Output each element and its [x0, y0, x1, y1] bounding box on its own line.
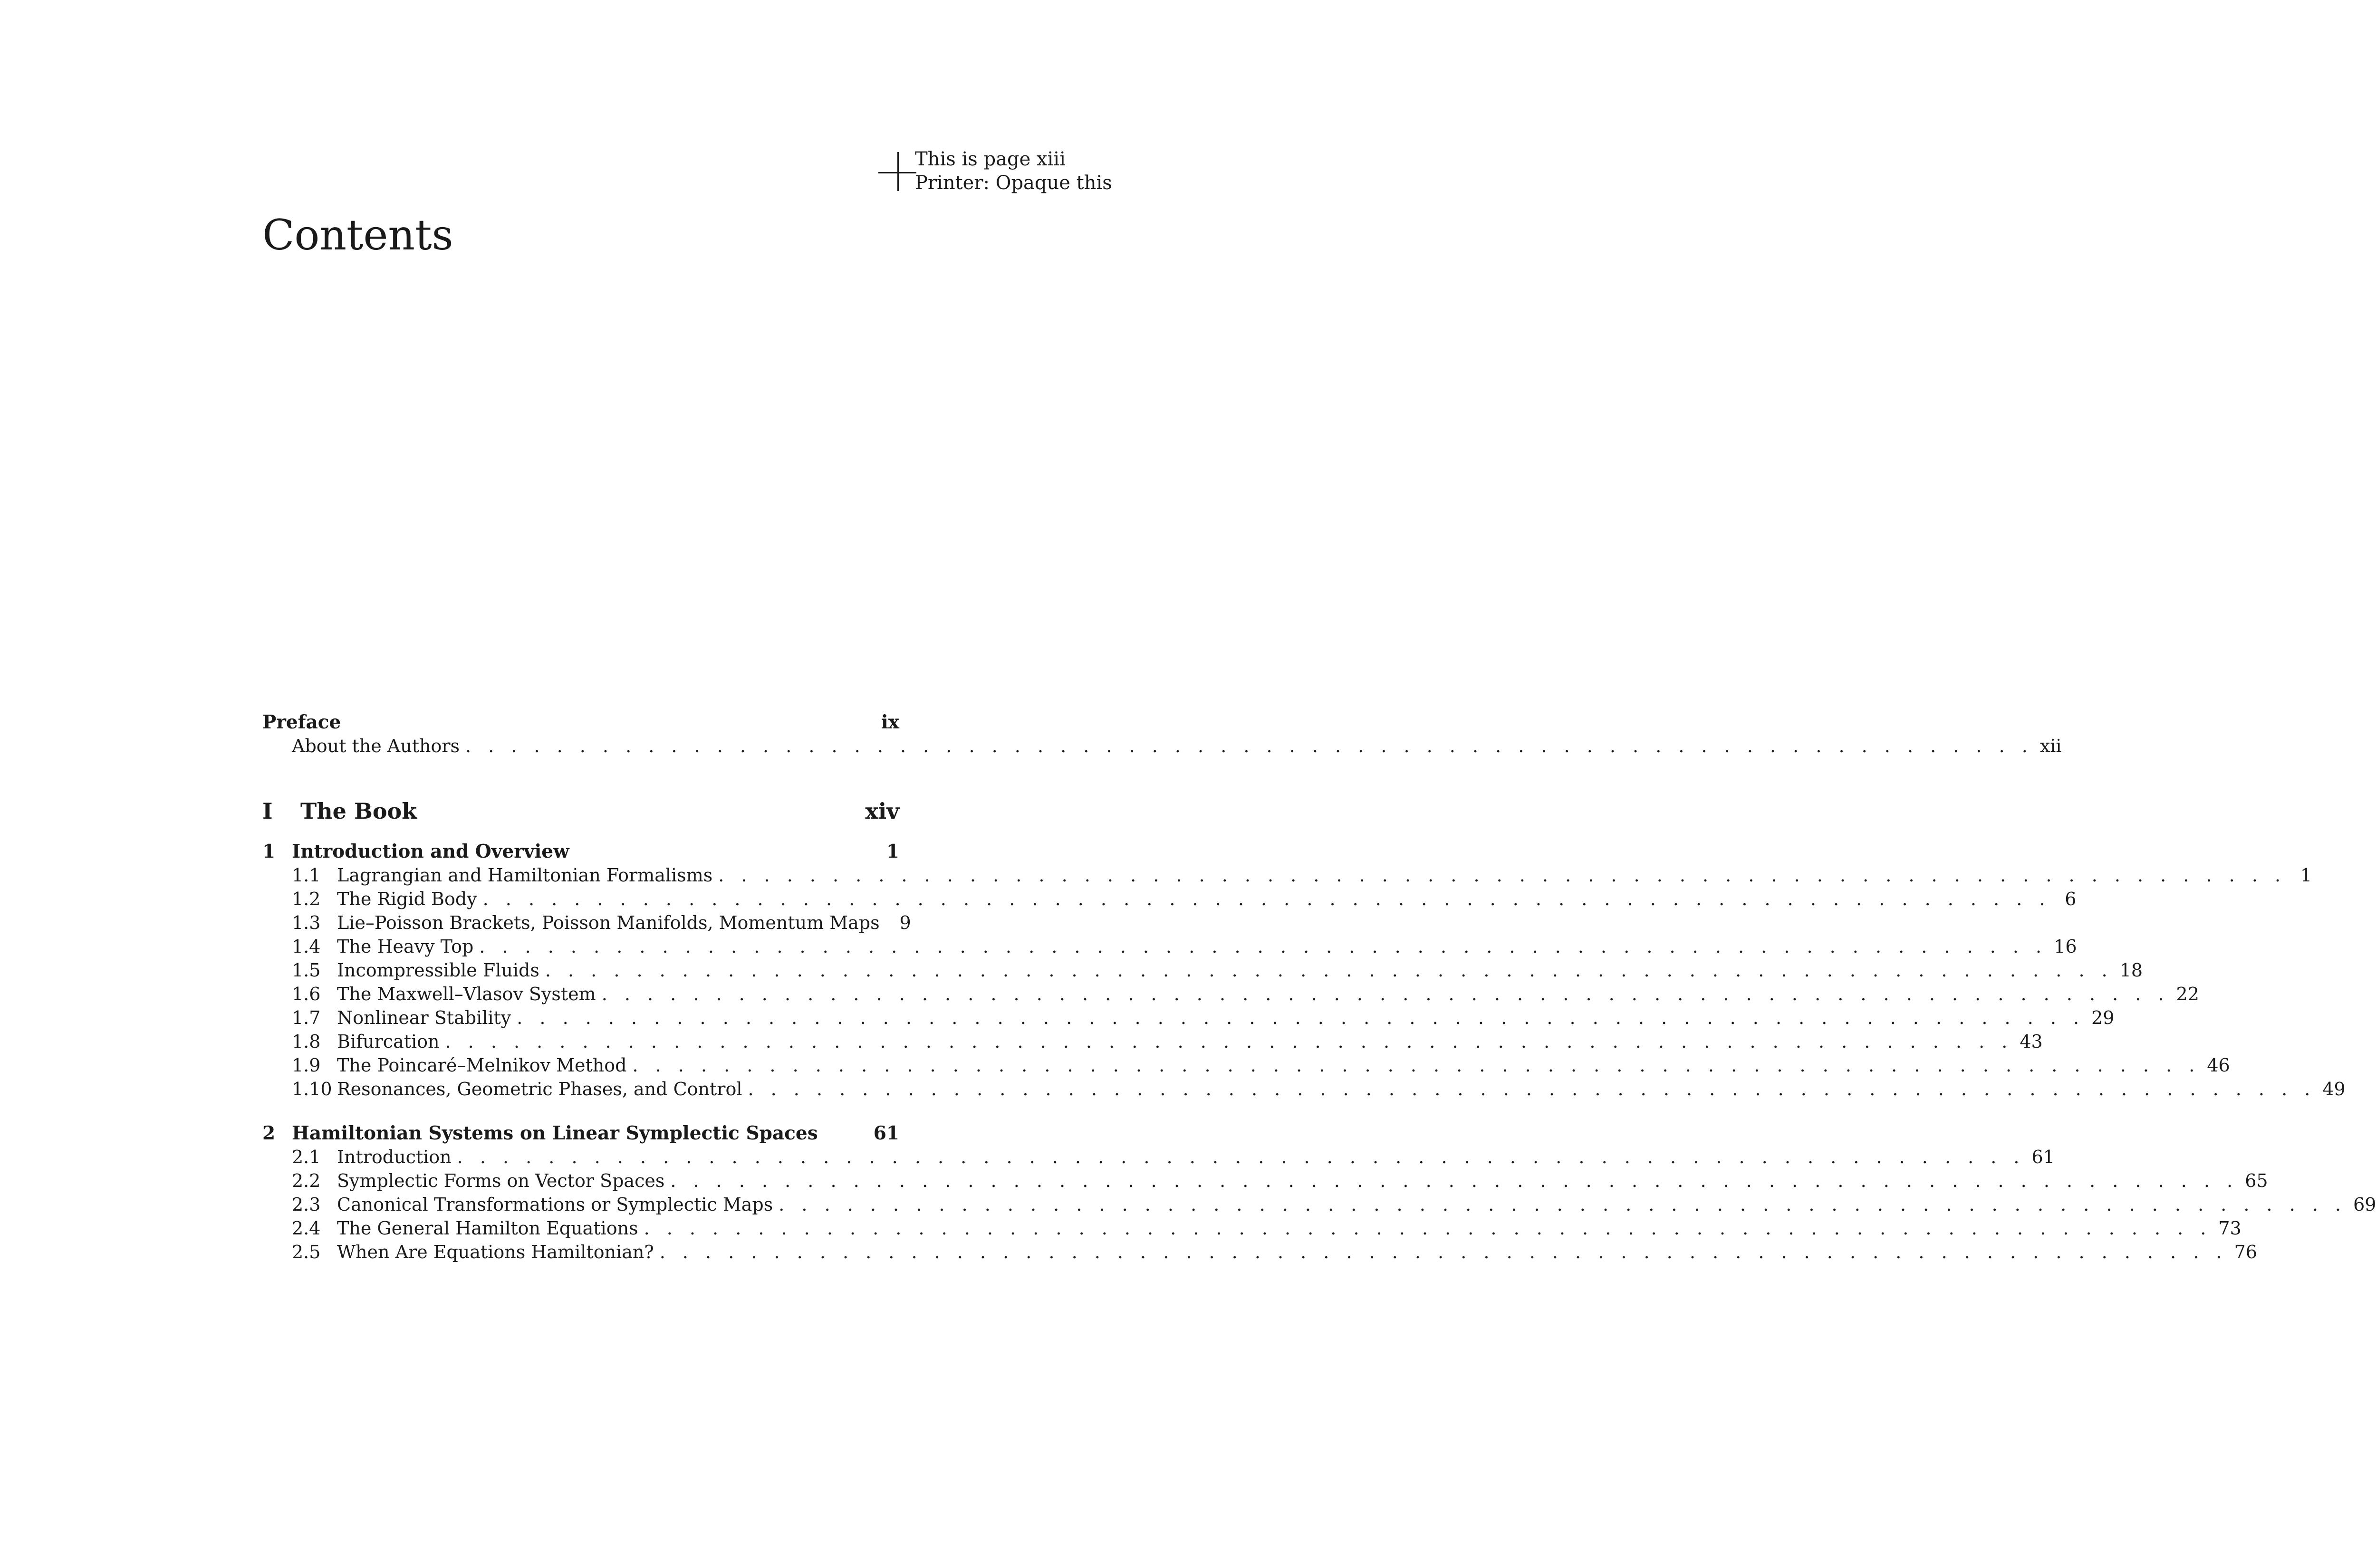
toc-leader-dots: . . . . . . . . . . . . . . . . . . . . . . . . . . . . . . . . . . . . . . . . . . . . . . . . . . . . . . . . . . . . . . . . . . . . . — [457, 1147, 2025, 1167]
toc-section-1-6[interactable] — [262, 982, 2199, 1006]
toc-section-number: 1.3 — [292, 912, 321, 933]
toc-chapter-number: 2 — [262, 1122, 276, 1144]
toc-leader-dots: . . . . . . . . . . . . . . . . . . . . . . . . . . . . . . . . . . . . . . . . . . . . . . . . . . . . . . . . . . . . . . . . . . . . . — [479, 936, 2048, 957]
toc-section-page: 43 — [2020, 1031, 2043, 1052]
toc-part[interactable] — [262, 797, 899, 825]
page-number-line: This is page xiii — [915, 148, 1066, 170]
toc-section-page: 1 — [2300, 865, 2312, 886]
toc-entry-page: xii — [2039, 736, 2062, 756]
toc-section-number: 1.2 — [292, 889, 321, 909]
toc-chapter-title: Introduction and Overview — [292, 841, 569, 862]
toc-section-1-9[interactable] — [262, 1053, 2230, 1077]
toc-section-page: 76 — [2234, 1242, 2257, 1262]
toc-leader-dots: . . . . . . . . . . . . . . . . . . . . . . . . . . . . . . . . . . . . . . . . . . . . . . . . . . . . . . . . . . . . . . . . . . . . . — [445, 1031, 2013, 1052]
toc-section-1-3[interactable] — [262, 911, 911, 935]
toc-chapter-number: 1 — [262, 841, 276, 862]
toc-section-1-8[interactable] — [262, 1030, 2043, 1053]
toc-section-title: The General Hamilton Equations — [337, 1218, 638, 1239]
toc-leader-dots: . . . . . . . . . . . . . . . . . . . . . . . . . . . . . . . . . . . . . . . . . . . . . . . . . . . . . . . . . . . . . . . . . . . . . — [644, 1218, 2212, 1239]
toc-section-title: Lie–Poisson Brackets, Poisson Manifolds, Momentum Maps — [337, 912, 880, 933]
toc-section-title: Resonances, Geometric Phases, and Control — [337, 1079, 742, 1100]
toc-leader-dots: . . . . . . . . . . . . . . . . . . . . . . . . . . . . . . . . . . . . . . . . . . . . . . . . . . . . . . . . . . . . . . . . . . . . . — [465, 736, 2033, 756]
toc-section-number: 2.3 — [292, 1194, 321, 1215]
toc-section-title: The Maxwell–Vlasov System — [337, 984, 596, 1004]
toc-section-title: Canonical Transformations or Symplectic Maps — [337, 1194, 773, 1215]
page-title: Contents — [262, 210, 453, 259]
toc-section-number: 1.7 — [292, 1007, 321, 1028]
toc-section-title: Introduction — [337, 1147, 452, 1167]
toc-section-2-1[interactable] — [262, 1145, 2055, 1169]
toc-section-page: 49 — [2322, 1079, 2346, 1100]
toc-section-number: 2.1 — [292, 1147, 321, 1167]
toc-section-page: 69 — [2353, 1194, 2376, 1215]
toc-section-1-5[interactable] — [262, 958, 2143, 982]
toc-section-title: The Heavy Top — [337, 936, 474, 957]
toc-section-number: 1.5 — [292, 960, 321, 981]
toc-section-number: 1.4 — [292, 936, 321, 957]
toc-leader-dots: . . . . . . . . . . . . . . . . . . . . . . . . . . . . . . . . . . . . . . . . . . . . . . . . . . . . . . . . . . . . . . . . . . . . . — [632, 1055, 2201, 1076]
toc-part-page: xiv — [865, 798, 899, 824]
toc-section-2-3[interactable] — [262, 1193, 2376, 1216]
toc-leader-dots: . . . . . . . . . . . . . . . . . . . . . . . . . . . . . . . . . . . . . . . . . . . . . . . . . . . . . . . . . . . . . . . . . . . . . — [718, 865, 2287, 886]
toc-section-page: 22 — [2176, 984, 2199, 1004]
toc-section-1-1[interactable] — [262, 863, 2312, 887]
toc-section-page: 46 — [2207, 1055, 2230, 1076]
toc-chapter-2[interactable] — [262, 1121, 899, 1145]
toc-chapter-page: 1 — [886, 841, 899, 862]
toc-section-number: 1.1 — [292, 865, 321, 886]
toc-leader-dots: . . . . . . . . . . . . . . . . . . . . . . . . . . . . . . . . . . . . . . . . . . . . . . . . . . . . . . . . . . . . . . . . . . . . . — [482, 889, 2051, 909]
toc-section-page: 61 — [2031, 1147, 2055, 1167]
toc-section-page: 18 — [2119, 960, 2143, 981]
toc-section-title: Lagrangian and Hamiltonian Formalisms — [337, 865, 713, 886]
toc-section-title: When Are Equations Hamiltonian? — [337, 1242, 654, 1262]
toc-section-1-10[interactable] — [262, 1077, 2346, 1101]
toc-leader-dots: . . . . . . . . . . . . . . . . . . . . . . . . . . . . . . . . . . . . . . . . . . . . . . . . . . . . . . . . . . . . . . . . . . . . . — [779, 1194, 2347, 1215]
toc-entry-title: About the Authors — [292, 736, 460, 756]
toc-section-number: 1.8 — [292, 1031, 321, 1052]
toc-section-number: 2.4 — [292, 1218, 321, 1239]
toc-part-title: The Book — [300, 798, 417, 824]
toc-section-number: 1.9 — [292, 1055, 321, 1076]
toc-chapter-1[interactable] — [262, 840, 899, 863]
toc-section-2-5[interactable] — [262, 1240, 2257, 1264]
toc-chapter-page: 61 — [873, 1122, 899, 1144]
toc-section-page: 73 — [2218, 1218, 2241, 1239]
toc-section-title: Nonlinear Stability — [337, 1007, 511, 1028]
toc-section-number: 2.5 — [292, 1242, 321, 1262]
toc-preface-page: ix — [881, 711, 899, 733]
toc-section-page: 9 — [899, 912, 911, 933]
printer-line: Printer: Opaque this — [915, 172, 1112, 194]
toc-section-page: 29 — [2091, 1007, 2115, 1028]
toc-section-title: The Poincaré–Melnikov Method — [337, 1055, 627, 1076]
table-of-contents — [262, 710, 2376, 1264]
toc-chapter-title: Hamiltonian Systems on Linear Symplectic Spaces — [292, 1122, 818, 1144]
toc-section-1-4[interactable] — [262, 935, 2077, 958]
toc-part-number: I — [262, 798, 273, 824]
toc-section-number: 2.2 — [292, 1170, 321, 1191]
toc-section-number: 1.6 — [292, 984, 321, 1004]
toc-preface[interactable] — [262, 710, 899, 734]
toc-preface-title: Preface — [262, 711, 341, 733]
crop-mark-vertical — [897, 152, 899, 191]
crop-mark-horizontal — [878, 172, 916, 173]
toc-section-title: The Rigid Body — [337, 889, 477, 909]
toc-section-2-2[interactable] — [262, 1169, 2268, 1193]
toc-section-number: 1.10 — [292, 1079, 332, 1100]
toc-section-2-4[interactable] — [262, 1216, 2241, 1240]
toc-section-title: Symplectic Forms on Vector Spaces — [337, 1170, 665, 1191]
page-header-note — [915, 147, 1112, 195]
toc-section-1-7[interactable] — [262, 1006, 2115, 1030]
toc-leader-dots: . . . . . . . . . . . . . . . . . . . . . . . . . . . . . . . . . . . . . . . . . . . . . . . . . . . . . . . . . . . . . . . . . . . . . — [659, 1242, 2228, 1262]
toc-section-page: 6 — [2065, 889, 2077, 909]
toc-leader-dots: . . . . . . . . . . . . . . . . . . . . . . . . . . . . . . . . . . . . . . . . . . . . . . . . . . . . . . . . . . . . . . . . . . . . . — [748, 1079, 2316, 1100]
toc-leader-dots: . . . . . . . . . . . . . . . . . . . . . . . . . . . . . . . . . . . . . . . . . . . . . . . . . . . . . . . . . . . . . . . . . . . . . — [545, 960, 2113, 981]
toc-section-page: 16 — [2054, 936, 2077, 957]
toc-leader-dots: . . . . . . . . . . . . . . . . . . . . . . . . . . . . . . . . . . . . . . . . . . . . . . . . . . . . . . . . . . . . . . . . . . . . . — [517, 1007, 2085, 1028]
toc-entry[interactable] — [262, 734, 2062, 758]
toc-leader-dots: . . . . . . . . . . . . . . . . . . . . . . . . . . . . . . . . . . . . . . . . . . . . . . . . . . . . . . . . . . . . . . . . . . . . . — [670, 1170, 2239, 1191]
toc-leader-dots: . . . . . . . . . . . . . . . . . . . . . . . . . . . . . . . . . . . . . . . . . . . . . . . . . . . . . . . . . . . . . . . . . . . . . — [601, 984, 2170, 1004]
toc-section-1-2[interactable] — [262, 887, 2077, 911]
toc-section-page: 65 — [2245, 1170, 2268, 1191]
toc-section-title: Bifurcation — [337, 1031, 440, 1052]
toc-section-title: Incompressible Fluids — [337, 960, 539, 981]
